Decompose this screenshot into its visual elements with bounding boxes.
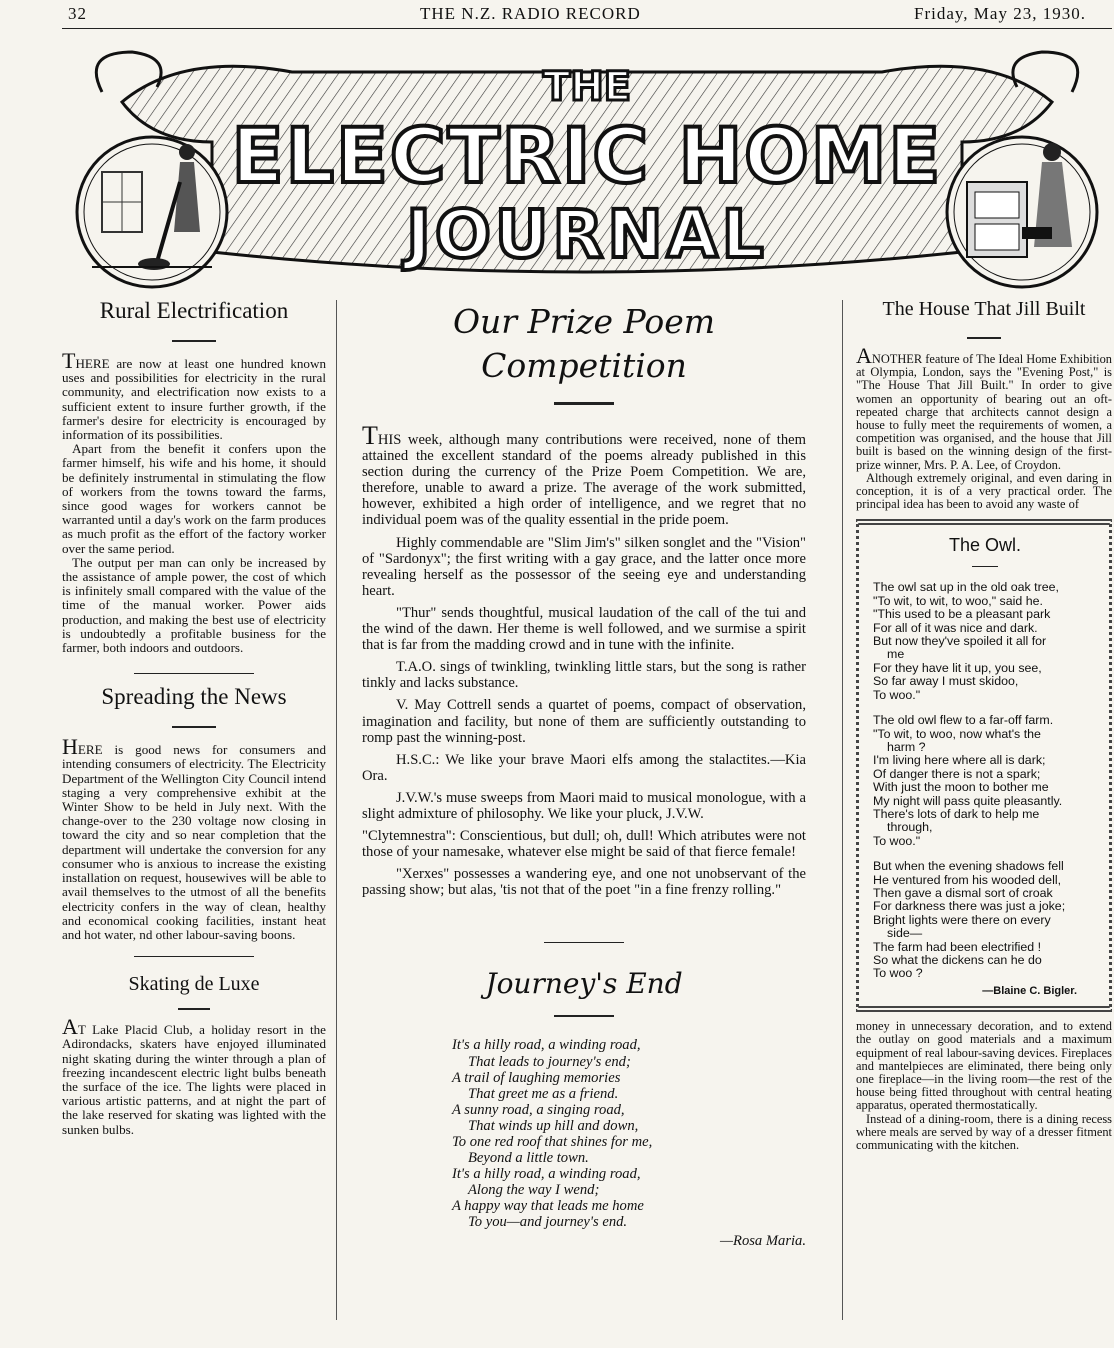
banner-line-1: THE (542, 64, 632, 110)
competition-para-2: Highly commendable are "Slim Jim's" silken songlet and the "Vision" of "Sardonyx"; the first writing with a gay grace, and the latter once more revealing herself as the possessor of the seeing eye and understanding heart. (362, 534, 806, 599)
left-column (62, 298, 326, 1137)
poem-line: A happy way that leads me home (452, 1198, 644, 1215)
column-rule-right (842, 300, 843, 1320)
poem-line: A sunny road, a singing road, (452, 1101, 625, 1118)
poem-line: He ventured from his wooded dell, (873, 872, 1062, 887)
poem-line: The old owl flew to a far-off farm. (873, 713, 1054, 728)
skating-para-1: AT Lake Placid Club, a holiday resort in the Adirondacks, skaters have enjoyed illuminated night skating during the winter through a plan of freezing incandescent electric light bulbs beneath the surface of the ice. The lights were placed in various artistic patterns, and at night the part of the lake reserved for skating was lighted with the sunken bulbs. (62, 1014, 326, 1137)
poem-line: A trail of laughing memories (452, 1069, 621, 1086)
divider (972, 566, 998, 567)
owl-stanza-2 (873, 714, 1097, 848)
section-rule (134, 956, 254, 957)
competition-para-1: THIS week, although many contributions were received, none of them attained the excellent standard of the poems already published in this section during the currency of the Prize Poem Competition. We are, therefore, unable to award a prize. The average of the work submitted, however, exhibited a high order of intelligence, and we regret that no individual poem was of the quality essential in the pride poem. (362, 421, 806, 529)
news-para-1: HERE is good news for consumers and intending consumers of electricity. The Electricity Department of the Wellington City Council intend staging a very comprehensive exhibit at the Winter Show to be held in July next. With the change-over to the 230 voltage now closing in toward the city and so near completion that the department will undertake the conversion for any consumer who is anxious to increase the existing installation on request, housewives will be able to avail themselves to the utmost of all the benefits electricity confers in the way of clean, healthy and economical cooking facilities, instant heat and hot water, nd other labour-saving boons. (62, 734, 326, 942)
poem-line: Along the way I wend; (468, 1182, 600, 1199)
competition-para-7: J.V.W.'s muse sweeps from Maori maid to musical monologue, with a slight admixture of philosophy. We like your pluck, J.V.W. (362, 789, 806, 822)
rural-para-3: The output per man can only be increased by the assistance of ample power, the cost of which is infinitely small compared with the value of the time of the manual worker. Power aids production, and making the best use of electricity is undoubtedly a profitable business for the farmer, both indoors and outdoors. (62, 554, 326, 656)
divider (967, 337, 1001, 339)
poem-line: But when the evening shadows fell (873, 859, 1064, 874)
jill-para-2: Although extremely original, and even daring in conception, it is of a very practical order. The principal idea has been to avoid any waste of (856, 470, 1112, 512)
skating-heading: Skating de Luxe (128, 973, 260, 996)
poem-line: That greet me as a friend. (468, 1085, 619, 1102)
poem-line: The farm had been electrified ! (873, 939, 1042, 954)
poem-line: For they have lit it up, you see, (873, 660, 1042, 675)
poem-line: "This used to be a pleasant park (873, 607, 1051, 622)
rural-heading: Rural Electrification (99, 298, 289, 323)
poem-line: Of danger there is not a spark; (873, 766, 1041, 781)
poem-line: side— (887, 926, 923, 941)
poem-line: harm ? (887, 739, 926, 754)
poem-line: For all of it was nice and dark. (873, 620, 1038, 635)
poem-line: The owl sat up in the old oak tree, (873, 580, 1059, 595)
jill-heading: The House That Jill Built (882, 298, 1086, 320)
page-number: 32 (68, 4, 87, 23)
poem-line: That winds up hill and down, (468, 1117, 639, 1134)
poem-line: To woo." (873, 833, 921, 848)
poem-line: Beyond a little town. (468, 1150, 589, 1167)
electric-range-vignette (947, 137, 1097, 287)
jill-para-1: ANOTHER feature of The Ideal Home Exhibition at Olympia, London, says the "Evening Post," is "The House That Jill Built." In order to give women an opportunity of bearing out an oft-repeated charge that architects cannot design a house to fully meet the requirements of women, a competition was organised, and the house that Jill built is based on the winning design of the first-prize winner, Mrs. P. A. Lee, of Croydon. (856, 343, 1112, 472)
poem-line: So what the dickens can he do (873, 953, 1042, 967)
divider (178, 1008, 210, 1010)
poem-line: To woo ? (873, 966, 923, 981)
vacuum-cleaner-vignette (77, 137, 227, 287)
poem-line: To one red roof that shines for me, (452, 1134, 653, 1150)
header-rule (62, 28, 1112, 29)
section-rule (134, 673, 254, 674)
poem-line: With just the moon to bother me (873, 780, 1049, 795)
rural-para-2: Apart from the benefit it confers upon the farmer himself, his wife and his home, it should be definitely instrumental in stimulating the flow of workers from the towns toward the farms, since good wages for workers cannot be warranted until a day's work on the farm produces as much profit as the effort of the factory worker over the same period. (62, 441, 326, 556)
poem-line: But now they've spoiled it all for (873, 634, 1047, 649)
journey-heading: Journey's End (485, 967, 683, 1001)
competition-para-4: T.A.O. sings of twinkling, twinkling little stars, but the song is rather tinkly and lacks substance. (362, 659, 806, 692)
owl-stanza-1 (873, 581, 1097, 702)
poem-line: me (887, 647, 905, 662)
poem-line: That leads to journey's end; (468, 1053, 631, 1070)
rural-para-1: THERE are now at least one hundred known uses and possibilities for electricity in the rural community, and electrification now exists to a sufficient extent to insure further growth, if the farmer's desire for electricity is encouraged by information of its possibilities. (62, 348, 326, 443)
banner-line-2: ELECTRIC HOME (231, 111, 943, 200)
poem-line: To woo." (873, 687, 921, 702)
poem-line: For darkness there was just a joke; (873, 899, 1066, 914)
middle-column (362, 300, 806, 1249)
poem-line: It's a hilly road, a winding road, (452, 1166, 641, 1183)
jill-continued-2: Instead of a dining-room, there is a dining recess where meals are served by way of a dresser fitment communicating with the kitchen. (856, 1111, 1112, 1153)
divider (554, 1015, 614, 1017)
competition-para-3: "Thur" sends thoughtful, musical laudation of the call of the tui and the wind of the dawn. Her theme is well followed, and we surmise a spirit that is far from the madding crowd and in tune with the infinite. (362, 604, 806, 654)
poem-line: There's lots of dark to help me (873, 806, 1040, 821)
poem-line: To you—and journey's end. (468, 1214, 628, 1231)
masthead-banner (62, 32, 1112, 292)
poem-line: So far away I must skidoo, (873, 674, 1019, 689)
news-heading: Spreading the News (101, 684, 287, 710)
poem-line: "To wit, to woo, now what's the (873, 726, 1041, 741)
owl-stanza-3 (873, 860, 1097, 981)
competition-para-5: V. May Cottrell sends a quartet of poems, compact of observation, imagination and facility, but none of them are sufficiently outstanding to romp past the winning-post. (362, 697, 806, 746)
owl-heading: The Owl. (948, 535, 1022, 556)
competition-heading: Our Prize Poem Competition (452, 302, 716, 385)
owl-author: —Blaine C. Bigler. (982, 984, 1077, 997)
competition-para-6: H.S.C.: We like your brave Maori elfs among the stalactites.—Kia Ora. (362, 751, 806, 784)
owl-poem (873, 581, 1097, 998)
column-rule-left (336, 300, 337, 1320)
right-column (856, 298, 1112, 1152)
competition-para-9: "Xerxes" possesses a wandering eye, and one not unobservant of the passing show; but alas, 'tis not that of the poet "in a fine frenzy rolling." (362, 866, 806, 899)
section-rule (544, 942, 624, 943)
divider (172, 340, 216, 342)
poem-line: My night will pass quite pleasantly. (873, 793, 1063, 808)
poem-line: I'm living here where all is dark; (873, 753, 1046, 768)
poem-line: Bright lights were there on every (873, 912, 1051, 927)
issue-date: Friday, May 23, 1930. (914, 4, 1086, 23)
owl-poem-box (856, 519, 1112, 1012)
poem-line: "To wit, to wit, to woo," said he. (873, 593, 1043, 608)
poem-line: Then gave a dismal sort of croak (873, 885, 1053, 900)
journey-poem (362, 1037, 806, 1230)
divider (172, 726, 216, 728)
poem-line: It's a hilly road, a winding road, (452, 1037, 641, 1054)
publication-title: THE N.Z. RADIO RECORD (420, 4, 641, 23)
competition-para-8: "Clytemnestra": Conscientious, but dull; oh, dull! Which atributes were not those of your namesake, whatever else might be said of that fierce female! (362, 828, 806, 861)
banner-line-3: JOURNAL (406, 196, 768, 273)
divider (554, 402, 614, 405)
jill-continued-1: money in unnecessary decoration, and to extend the outlay on good materials and a maximum equipment of real labour-saving devices. Fireplaces and mantelpieces are eliminated, there being only one fireplace—in the living room—the rest of the house being fitted throughout with central heating apparatus, operated thermostatically. (856, 1019, 1112, 1113)
journey-author: —Rosa Maria. (720, 1232, 806, 1249)
poem-line: through, (887, 820, 933, 835)
